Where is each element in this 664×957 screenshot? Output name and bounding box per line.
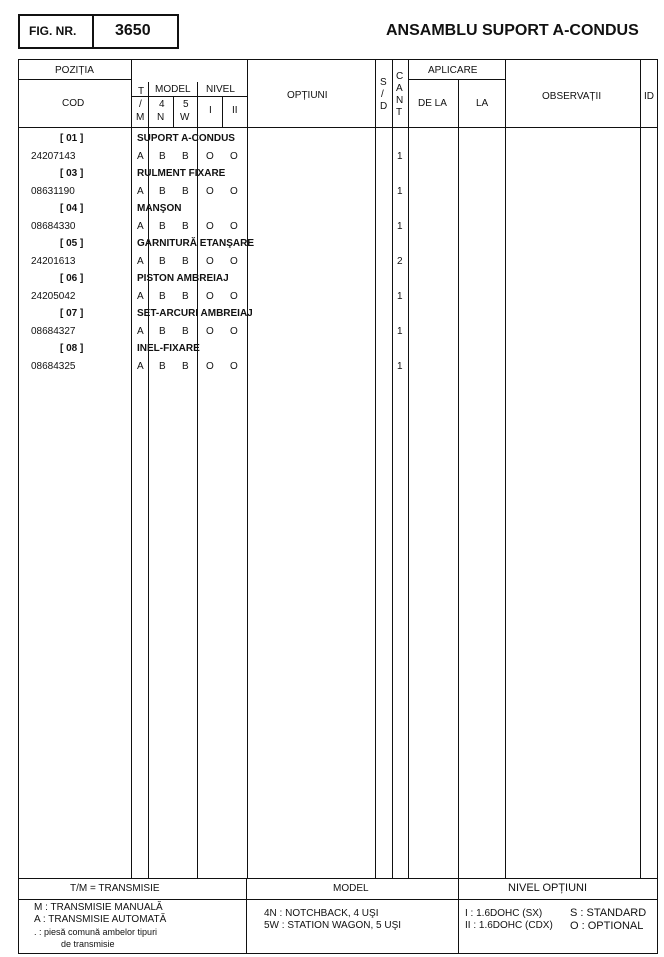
header-cant-t: T <box>396 107 403 118</box>
item-n2: O <box>230 151 238 162</box>
header-model-w: W <box>180 112 190 123</box>
header-tm-slash: / <box>139 99 142 110</box>
item-m4: B <box>159 361 166 372</box>
parts-table <box>18 59 658 954</box>
page-title: ANSAMBLU SUPORT A-CONDUS <box>386 22 639 39</box>
item-qty: 1 <box>397 221 403 232</box>
header-model-5: 5 <box>183 99 189 110</box>
item-tm: A <box>137 256 144 267</box>
header-cod: COD <box>62 98 85 109</box>
figure-number: 3650 <box>115 22 151 39</box>
legend-tm-common-2: de transmisie <box>61 939 115 949</box>
item-qty: 1 <box>397 361 403 372</box>
col-line-la <box>505 60 506 878</box>
col-line-cod <box>131 60 132 878</box>
header-model-4: 4 <box>159 99 165 110</box>
legend-model-4n: 4N : NOTCHBACK, 4 UŞI <box>264 908 379 919</box>
legend-nivel-i: I : 1.6DOHC (SX) <box>465 908 543 919</box>
legend-tm-title: T/M = TRANSMISIE <box>70 883 160 894</box>
legend-tm-common-1: . : piesă comună ambelor tipuri <box>34 927 158 937</box>
item-code: 08684325 <box>31 361 76 372</box>
item-position: [ 03 ] <box>60 168 84 179</box>
item-n2: O <box>230 361 238 372</box>
legend-model-5w: 5W : STATION WAGON, 5 UŞI <box>264 920 402 931</box>
col-line-sd <box>392 60 393 878</box>
legend-model-title: MODEL <box>333 883 369 894</box>
item-code: 24207143 <box>31 151 76 162</box>
item-tm: A <box>137 291 144 302</box>
item-m4: B <box>159 221 166 232</box>
header-nivel-ii: II <box>232 105 238 116</box>
item-position: [ 05 ] <box>60 238 84 249</box>
col-line-nivel-split <box>222 97 223 127</box>
header-observatii: OBSERVAȚII <box>542 91 602 102</box>
col-line-optiuni <box>375 60 376 878</box>
pozitia-line <box>19 79 132 80</box>
header-sd-d: D <box>380 101 388 112</box>
item-m5: B <box>182 151 189 162</box>
item-code: 08684330 <box>31 221 76 232</box>
header-pozitia: POZIȚIA <box>55 65 94 76</box>
item-n2: O <box>230 186 238 197</box>
header-tm-t: T <box>138 86 145 97</box>
item-n1: O <box>206 186 214 197</box>
legend-tm-manual: M : TRANSMISIE MANUALĂ <box>34 902 163 913</box>
header-aplicare: APLICARE <box>428 65 478 76</box>
aplicare-line <box>408 79 505 80</box>
item-position: [ 01 ] <box>60 133 84 144</box>
header-cant-a: A <box>396 83 403 94</box>
item-m4: B <box>159 256 166 267</box>
item-m5: B <box>182 361 189 372</box>
item-n1: O <box>206 361 214 372</box>
col-line-nivel <box>247 60 248 878</box>
item-m5: B <box>182 221 189 232</box>
legend-nivel-title: NIVEL OPȚIUNI <box>508 882 588 894</box>
header-la: LA <box>476 98 489 109</box>
header-model-n: N <box>157 112 165 123</box>
legend-nivel-ii: II : 1.6DOHC (CDX) <box>465 920 553 931</box>
header-bottom-line <box>19 127 657 128</box>
item-position: [ 07 ] <box>60 308 84 319</box>
item-name: SUPORT A-CONDUS <box>137 133 235 144</box>
item-qty: 1 <box>397 291 403 302</box>
item-m5: B <box>182 291 189 302</box>
header-sd-slash: / <box>381 89 384 100</box>
header-tm-m: M <box>136 112 145 123</box>
item-qty: 1 <box>397 326 403 337</box>
item-code: 24205042 <box>31 291 76 302</box>
header-model: MODEL <box>155 84 191 95</box>
item-m5: B <box>182 186 189 197</box>
item-m5: B <box>182 326 189 337</box>
item-code: 24201613 <box>31 256 76 267</box>
col-line-cant <box>408 60 409 878</box>
item-m4: B <box>159 151 166 162</box>
item-m4: B <box>159 291 166 302</box>
item-m4: B <box>159 186 166 197</box>
col-line-dela <box>458 80 459 878</box>
legend-nivel-o: O : OPTIONAL <box>570 920 644 932</box>
item-n2: O <box>230 256 238 267</box>
item-name: SET-ARCURI AMBREIAJ <box>137 308 253 319</box>
legend-divider-1 <box>246 878 247 953</box>
header-dela: DE LA <box>418 98 447 109</box>
item-name: PISTON AMBREIAJ <box>137 273 229 284</box>
header-sd-s: S <box>380 77 387 88</box>
header-cant-n: N <box>396 95 404 106</box>
item-m5: B <box>182 256 189 267</box>
item-n1: O <box>206 326 214 337</box>
figure-label: FIG. NR. <box>29 24 77 38</box>
item-n2: O <box>230 221 238 232</box>
item-name: RULMENT FIXARE <box>137 168 226 179</box>
header-cant-c: C <box>396 71 404 82</box>
legend-tm-auto: A : TRANSMISIE AUTOMATĂ <box>34 914 167 925</box>
item-n1: O <box>206 151 214 162</box>
item-n1: O <box>206 221 214 232</box>
item-name: INEL-FIXARE <box>137 343 200 354</box>
legend-top-line <box>19 878 657 879</box>
item-code: 08631190 <box>31 186 75 197</box>
item-tm: A <box>137 361 144 372</box>
col-line-tm <box>148 82 149 878</box>
header-id: ID <box>644 91 654 102</box>
col-line-model <box>197 82 198 878</box>
item-position: [ 06 ] <box>60 273 84 284</box>
header-optiuni: OPȚIUNI <box>287 90 328 101</box>
item-qty: 2 <box>397 256 403 267</box>
legend-nivel-s: S : STANDARD <box>570 907 647 919</box>
item-m4: B <box>159 326 166 337</box>
item-qty: 1 <box>397 151 403 162</box>
col-line-model-split <box>173 97 174 127</box>
item-n1: O <box>206 256 214 267</box>
item-tm: A <box>137 326 144 337</box>
header-nivel: NIVEL <box>206 84 235 95</box>
item-position: [ 04 ] <box>60 203 84 214</box>
legend-title-line <box>19 899 657 900</box>
item-tm: A <box>137 221 144 232</box>
item-name: MANŞON <box>137 203 182 214</box>
col-line-obs <box>640 60 641 878</box>
figure-box-divider <box>92 15 94 48</box>
legend-divider-2 <box>458 878 459 953</box>
item-n2: O <box>230 291 238 302</box>
item-code: 08684327 <box>31 326 76 337</box>
item-tm: A <box>137 186 144 197</box>
item-n2: O <box>230 326 238 337</box>
item-qty: 1 <box>397 186 403 197</box>
item-position: [ 08 ] <box>60 343 84 354</box>
item-tm: A <box>137 151 144 162</box>
item-name: GARNITURĂ ETANŞARE <box>137 238 255 249</box>
item-n1: O <box>206 291 214 302</box>
model-nivel-line <box>132 96 247 97</box>
header-nivel-i: I <box>209 105 212 116</box>
